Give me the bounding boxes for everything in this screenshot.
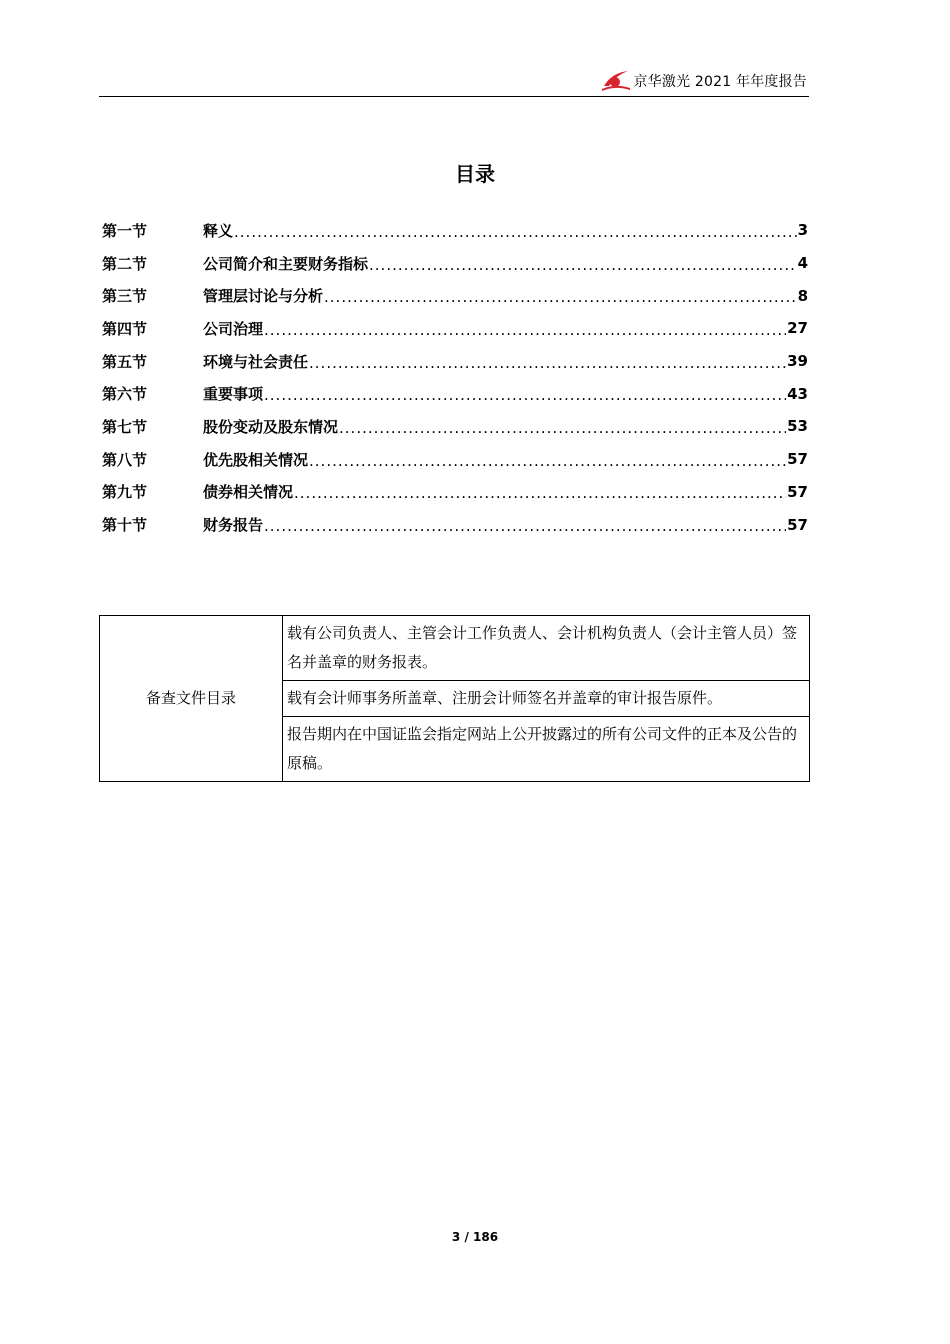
toc-entry[interactable] bbox=[102, 247, 808, 280]
header-brand bbox=[601, 68, 807, 94]
toc-entry[interactable] bbox=[102, 508, 808, 541]
toc-section-number: 第二节 bbox=[102, 254, 148, 273]
table-of-contents bbox=[102, 214, 808, 541]
toc-page-number: 3 bbox=[797, 221, 808, 240]
toc-leader-dots bbox=[264, 388, 786, 403]
page-number: 3 / 186 bbox=[451, 1230, 499, 1244]
company-logo-icon bbox=[601, 68, 631, 94]
toc-leader-dots bbox=[294, 486, 786, 501]
toc-page-number: 57 bbox=[787, 482, 808, 501]
toc-section-number: 第一节 bbox=[102, 221, 148, 240]
toc-section-number: 第八节 bbox=[102, 450, 148, 469]
toc-section-number: 第三节 bbox=[102, 287, 148, 306]
reference-item: 载有会计师事务所盖章、注册会计师签名并盖章的审计报告原件。 bbox=[283, 681, 810, 717]
toc-entry[interactable] bbox=[102, 214, 808, 247]
toc-leader-dots bbox=[264, 519, 786, 534]
toc-section-number: 第六节 bbox=[102, 385, 148, 404]
toc-page-number: 57 bbox=[787, 515, 808, 534]
toc-page-number: 4 bbox=[797, 254, 808, 273]
toc-leader-dots bbox=[369, 258, 797, 273]
toc-page-number: 57 bbox=[787, 450, 808, 469]
toc-page-number: 53 bbox=[787, 417, 808, 436]
reference-item: 载有公司负责人、主管会计工作负责人、会计机构负责人（会计主管人员）签名并盖章的财务报表。 bbox=[283, 616, 810, 681]
toc-section-title: 公司简介和主要财务指标 bbox=[203, 254, 369, 273]
toc-entry[interactable] bbox=[102, 476, 808, 509]
toc-page-number: 8 bbox=[797, 286, 808, 305]
toc-section-number: 第九节 bbox=[102, 483, 148, 502]
toc-leader-dots bbox=[324, 290, 797, 305]
toc-section-number: 第五节 bbox=[102, 352, 148, 371]
toc-section-number: 第四节 bbox=[102, 319, 148, 338]
toc-leader-dots bbox=[309, 356, 786, 371]
toc-section-number: 第七节 bbox=[102, 417, 148, 436]
toc-section-title: 公司治理 bbox=[203, 319, 264, 338]
toc-section-title: 财务报告 bbox=[203, 516, 264, 535]
header-title: 京华激光 2021 年年度报告 bbox=[633, 74, 807, 90]
toc-section-title: 环境与社会责任 bbox=[203, 352, 309, 371]
page-header bbox=[99, 64, 809, 97]
toc-page-number: 39 bbox=[787, 352, 808, 371]
toc-page-number: 43 bbox=[787, 384, 808, 403]
toc-entry[interactable] bbox=[102, 312, 808, 345]
toc-section-title: 优先股相关情况 bbox=[203, 450, 309, 469]
toc-entry[interactable] bbox=[102, 345, 808, 378]
toc-section-title: 股份变动及股东情况 bbox=[203, 417, 339, 436]
toc-page-number: 27 bbox=[787, 319, 808, 338]
toc-section-title: 释义 bbox=[203, 221, 234, 240]
toc-entry[interactable] bbox=[102, 377, 808, 410]
page-title: 目录 bbox=[455, 162, 495, 186]
toc-leader-dots bbox=[234, 225, 797, 240]
reference-label: 备查文件目录 bbox=[100, 616, 283, 782]
toc-entry[interactable] bbox=[102, 410, 808, 443]
toc-section-title: 债券相关情况 bbox=[203, 483, 294, 502]
toc-leader-dots bbox=[339, 421, 786, 436]
toc-section-number: 第十节 bbox=[102, 516, 148, 535]
toc-section-title: 管理层讨论与分析 bbox=[203, 287, 324, 306]
toc-leader-dots bbox=[264, 323, 786, 338]
toc-section-title: 重要事项 bbox=[203, 385, 264, 404]
reference-item: 报告期内在中国证监会指定网站上公开披露过的所有公司文件的正本及公告的原稿。 bbox=[283, 717, 810, 782]
reference-documents-table bbox=[99, 615, 810, 782]
toc-entry[interactable] bbox=[102, 279, 808, 312]
toc-entry[interactable] bbox=[102, 443, 808, 476]
toc-leader-dots bbox=[309, 454, 786, 469]
